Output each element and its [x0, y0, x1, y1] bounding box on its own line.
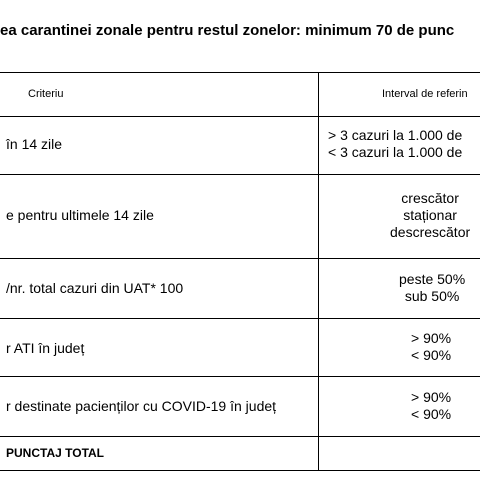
- row-5-criterion: r destinate pacienților cu COVID-19 în județ: [6, 398, 277, 414]
- row-3-interval-line: peste 50%: [399, 271, 466, 287]
- row-divider: [0, 436, 480, 437]
- row-4-interval: [411, 330, 451, 364]
- row-2-interval-line: crescător: [401, 190, 459, 206]
- column-separator: [318, 72, 319, 471]
- row-2-interval: [390, 190, 470, 241]
- row-divider: [0, 174, 480, 175]
- row-1-interval-line: > 3 cazuri la 1.000 de: [328, 127, 463, 143]
- row-1-interval-line: < 3 cazuri la 1.000 de: [328, 144, 463, 160]
- row-2-interval-line: descrescător: [390, 224, 471, 240]
- row-4-interval-line: < 90%: [411, 347, 452, 363]
- section-heading: ea carantinei zonale pentru restul zonelor: minimum 70 de punc: [0, 22, 455, 39]
- row-2-criterion: e pentru ultimele 14 zile: [6, 207, 154, 223]
- row-4-criterion: r ATI în județ: [6, 340, 85, 356]
- header-interval: Interval de referin: [382, 88, 468, 100]
- row-1-interval: [328, 127, 462, 161]
- row-divider: [0, 318, 480, 319]
- table-top-border: [0, 72, 480, 73]
- row-1-criterion: în 14 zile: [6, 136, 63, 152]
- row-5-interval-line: > 90%: [411, 389, 452, 405]
- row-3-interval: [399, 271, 465, 305]
- row-4-interval-line: > 90%: [411, 330, 452, 346]
- row-divider: [0, 470, 480, 471]
- row-5-interval: [411, 389, 451, 423]
- row-3-interval-line: sub 50%: [404, 288, 460, 304]
- row-3-criterion: /nr. total cazuri din UAT* 100: [6, 280, 184, 296]
- row-2-interval-line: staționar: [403, 207, 457, 223]
- row-divider: [0, 376, 480, 377]
- total-label: PUNCTAJ TOTAL: [6, 446, 104, 460]
- row-divider: [0, 258, 480, 259]
- row-5-interval-line: < 90%: [411, 406, 452, 422]
- row-divider: [0, 116, 480, 117]
- header-criteriu: Criteriu: [28, 88, 64, 100]
